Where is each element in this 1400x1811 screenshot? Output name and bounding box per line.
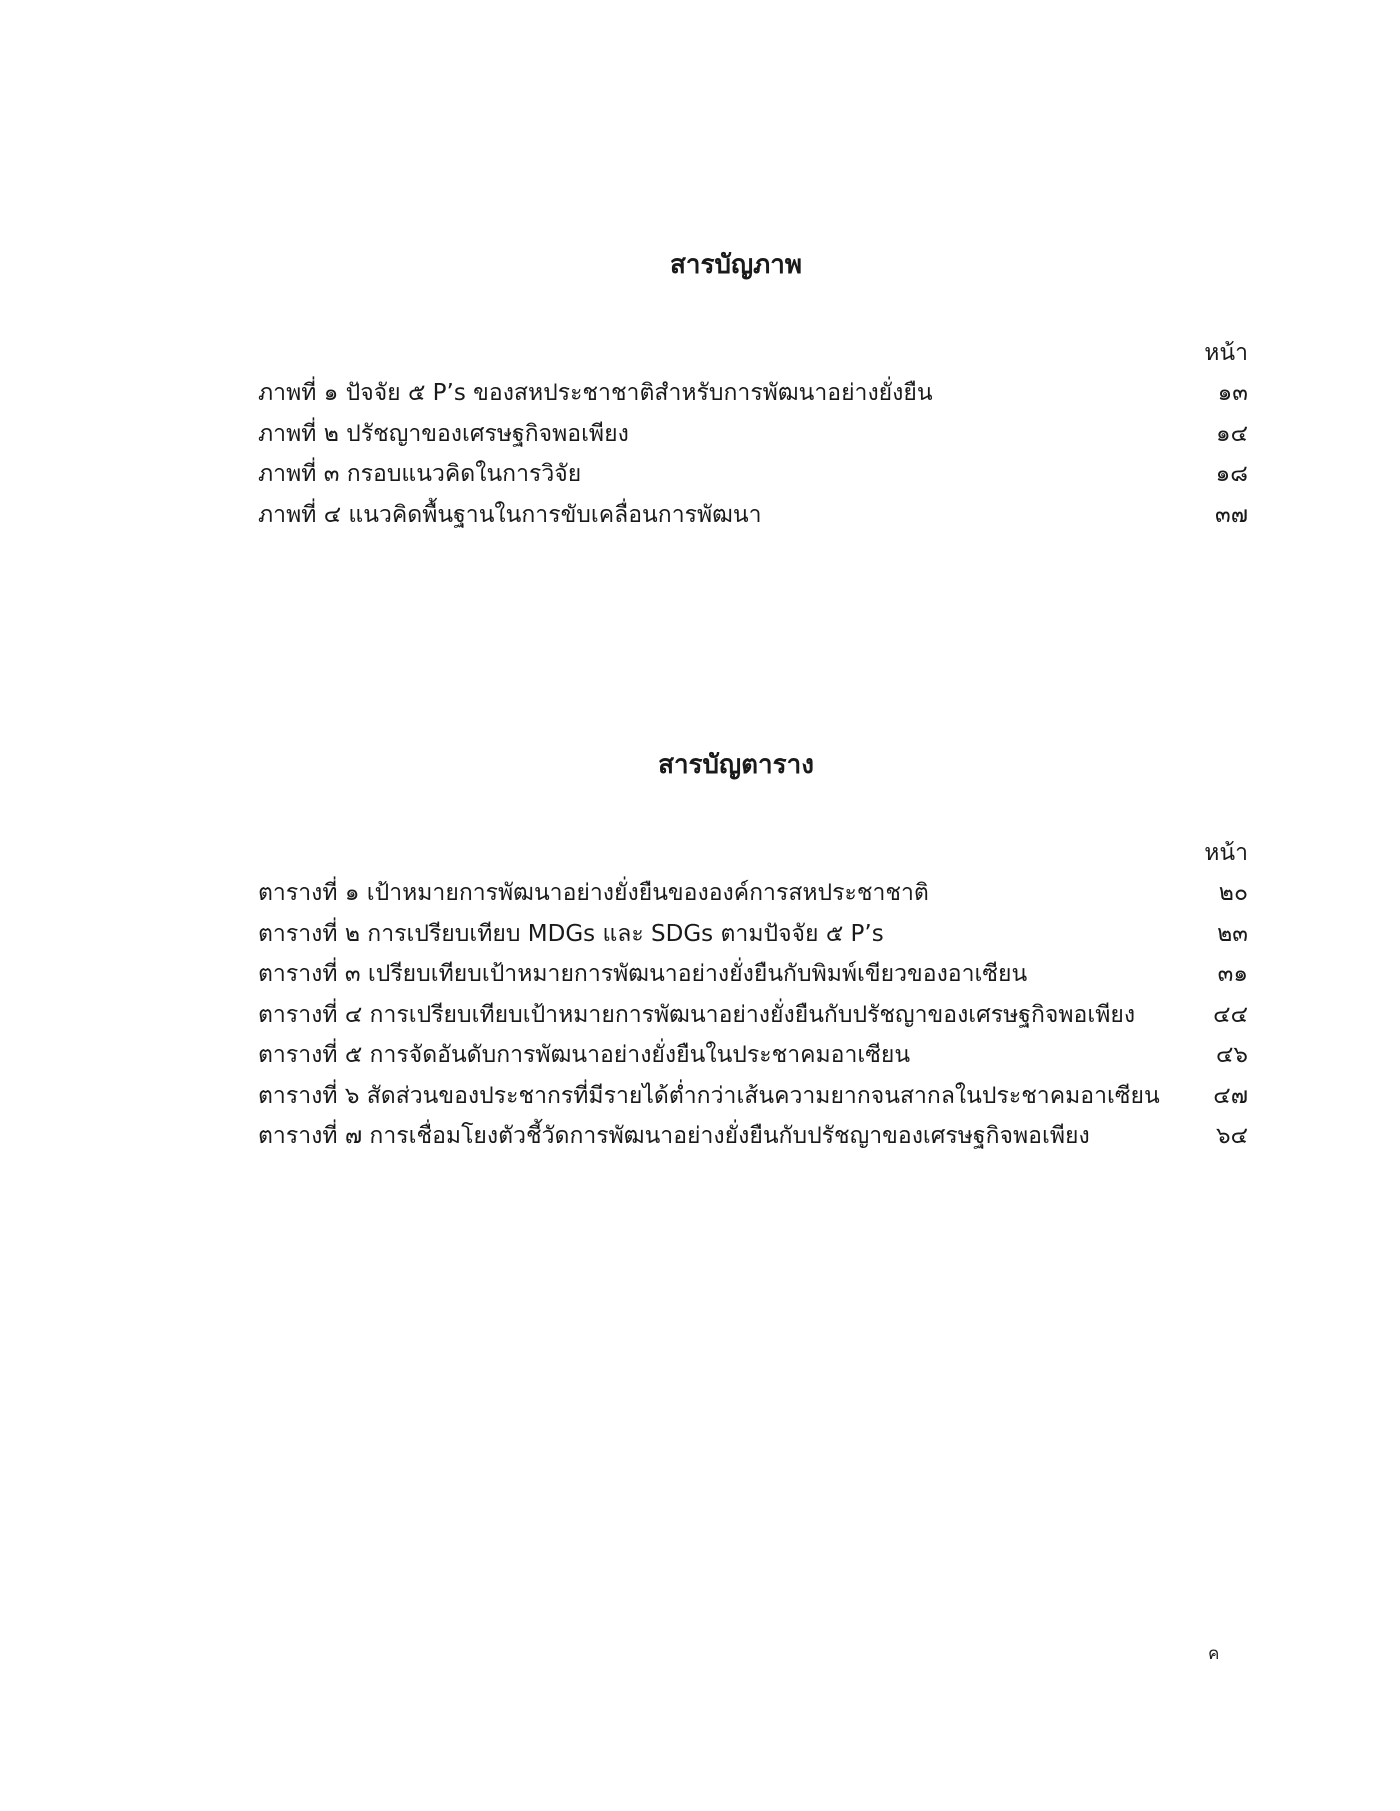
table-entry-7[interactable] — [258, 1116, 1248, 1157]
table-entry-page: ๔๗ — [1213, 1082, 1248, 1109]
table-entry-label: ตารางที่ ๑ เป้าหมายการพัฒนาอย่างยั่งยืนขององค์การสหประชาชาติ — [258, 880, 929, 906]
figure-entry-page: ๑๓ — [1217, 380, 1248, 406]
footer-page-number: ค — [1208, 1644, 1220, 1664]
table-entry-label: ตารางที่ ๕ การจัดอันดับการพัฒนาอย่างยั่งยืนในประชาคมอาเซียน — [258, 1042, 911, 1068]
figures-list — [258, 373, 1248, 535]
figure-entry-4[interactable] — [258, 495, 1248, 536]
tables-page-column-header: หน้า — [1204, 840, 1248, 866]
tables-section-title: สารบัญตาราง — [658, 750, 814, 780]
figure-entry-3[interactable] — [258, 454, 1248, 495]
table-entry-label: ตารางที่ ๔ การเปรียบเทียบเป้าหมายการพัฒนาอย่างยั่งยืนกับปรัชญาของเศรษฐกิจพอเพียง — [258, 1001, 1136, 1028]
tables-list — [258, 873, 1248, 1157]
table-entry-page: ๔๔ — [1213, 1001, 1248, 1028]
table-entry-4[interactable] — [258, 995, 1248, 1036]
table-entry-2[interactable] — [258, 914, 1248, 955]
figure-entry-label: ภาพที่ ๔ แนวคิดพื้นฐานในการขับเคลื่อนการพัฒนา — [258, 501, 762, 528]
figure-entry-label: ภาพที่ ๓ กรอบแนวคิดในการวิจัย — [258, 461, 582, 487]
figure-entry-page: ๓๗ — [1214, 501, 1248, 528]
figure-entry-2[interactable] — [258, 414, 1248, 455]
figure-entry-1[interactable] — [258, 373, 1248, 414]
table-entry-label: ตารางที่ ๓ เปรียบเทียบเป้าหมายการพัฒนาอย่างยั่งยืนกับพิมพ์เขียวของอาเซียน — [258, 961, 1028, 987]
figure-entry-page: ๑๔ — [1215, 420, 1248, 447]
table-entry-page: ๒๓ — [1217, 920, 1248, 947]
figures-page-column-header: หน้า — [1204, 340, 1248, 366]
table-entry-3[interactable] — [258, 954, 1248, 995]
table-entry-5[interactable] — [258, 1035, 1248, 1076]
table-entry-1[interactable] — [258, 873, 1248, 914]
figure-entry-label: ภาพที่ ๒ ปรัชญาของเศรษฐกิจพอเพียง — [258, 420, 629, 447]
figures-section-title: สารบัญภาพ — [670, 250, 802, 280]
table-entry-page: ๖๔ — [1215, 1123, 1248, 1149]
table-entry-6[interactable] — [258, 1076, 1248, 1117]
table-entry-label: ตารางที่ ๖ สัดส่วนของประชากรที่มีรายได้ต่ำกว่าเส้นความยากจนสากลในประชาคมอาเซียน — [258, 1082, 1160, 1109]
table-entry-page: ๒๐ — [1218, 880, 1248, 906]
table-entry-label: ตารางที่ ๗ การเชื่อมโยงตัวชี้วัดการพัฒนาอย่างยั่งยืนกับปรัชญาของเศรษฐกิจพอเพียง — [258, 1123, 1090, 1149]
figure-entry-page: ๑๘ — [1215, 461, 1248, 487]
figure-entry-label: ภาพที่ ๑ ปัจจัย ๕ P’s ของสหประชาชาติสำหรับการพัฒนาอย่างยั่งยืน — [258, 380, 933, 406]
table-entry-page: ๓๑ — [1217, 961, 1248, 987]
table-entry-label: ตารางที่ ๒ การเปรียบเทียบ MDGs และ SDGs ตามปัจจัย ๕ P’s — [258, 920, 884, 947]
table-entry-page: ๔๖ — [1215, 1042, 1248, 1068]
